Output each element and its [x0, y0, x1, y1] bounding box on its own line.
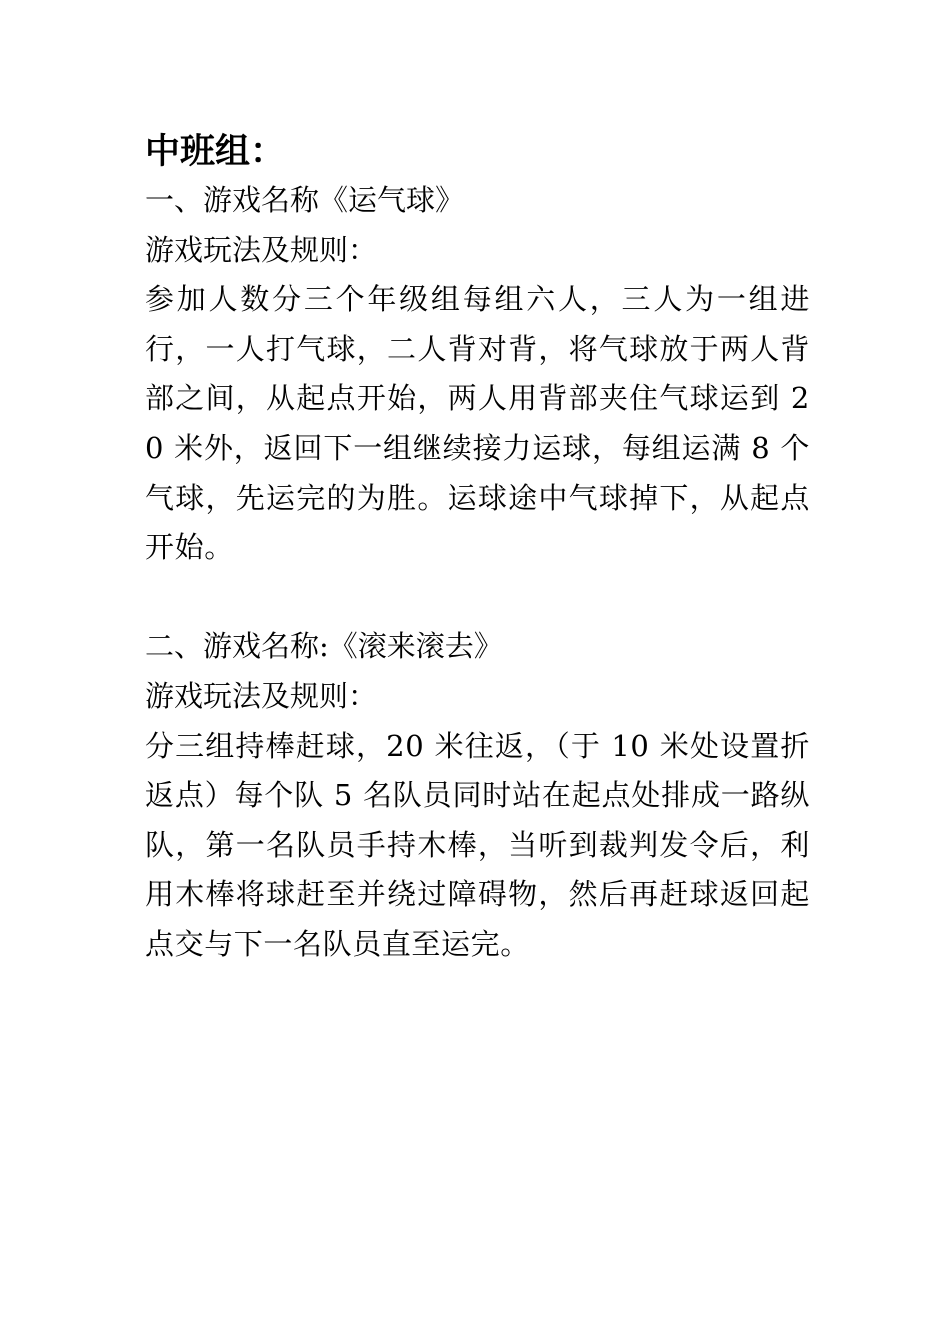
section-2-title: 二、游戏名称:《滚来滚去》 — [145, 629, 503, 664]
section-1-body: 参加人数分三个年级组每组六人，三人为一组进行，一人打气球，二人背对背，将气球放于两人背部之间，从起点开始，两人用背部夹住气球运到 20 米外，返回下一组继续接力运球，每组运满 8 个气球，先运完的为胜。运球途中气球掉下，从起点开始。 — [145, 282, 810, 565]
section-1-rules-label: 游戏玩法及规则： — [145, 232, 378, 267]
section-2-rules-label: 游戏玩法及规则： — [145, 678, 378, 713]
section-1-title: 一、游戏名称《运气球》 — [145, 183, 465, 217]
section-2-body: 分三组持棒赶球，20 米往返，（于 10 米处设置折返点）每个队 5 名队员同时站在起点处排成一路纵队，第一名队员手持木棒，当听到裁判发令后，利用木棒将球赶至并绕过障碍物，然后再赶球返回起点交与下一名队员直至运完。 — [145, 728, 810, 961]
page-title: 中班组： — [145, 132, 286, 172]
section-spacer — [145, 573, 810, 623]
document-content — [145, 128, 810, 970]
